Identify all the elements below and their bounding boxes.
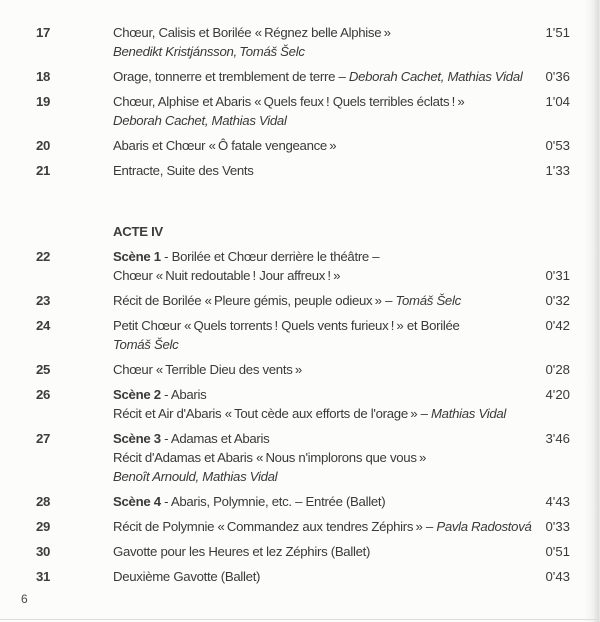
track-title-line: Récit de Borilée « Pleure gémis, peuple odieux » – Tomáš Šelc <box>113 293 461 308</box>
track-number: 22 <box>36 249 51 264</box>
track-number: 30 <box>36 544 51 559</box>
track-title-line: Abaris et Chœur « Ô fatale vengeance » <box>113 138 337 153</box>
track-row <box>0 492 600 511</box>
page-number: 6 <box>21 592 28 606</box>
track-number: 25 <box>36 362 51 377</box>
track-title <box>113 92 526 130</box>
track-title-line: Scène 4 - Abaris, Polymnie, etc. – Entrée (Ballet) <box>113 494 386 509</box>
track-title <box>113 161 526 180</box>
track-title-line: Orage, tonnerre et tremblement de terre – Deborah Cachet, Mathias Vidal <box>113 69 523 84</box>
track-duration: 0'33 <box>545 519 570 534</box>
track-duration: 0'28 <box>545 362 570 377</box>
track-title-line: Récit et Air d'Abaris « Tout cède aux efforts de l'orage » – Mathias Vidal <box>113 406 507 421</box>
track-duration: 0'42 <box>545 318 570 333</box>
track-duration: 0'51 <box>545 544 570 559</box>
track-title-line: Chœur, Calisis et Borilée « Régnez belle Alphise » <box>113 25 391 40</box>
track-title-line: Deuxième Gavotte (Ballet) <box>113 569 261 584</box>
track-title-line: Chœur « Nuit redoutable ! Jour affreux ! » <box>113 268 341 283</box>
track-row <box>0 136 600 155</box>
track-row <box>0 92 600 130</box>
track-title <box>113 23 526 61</box>
track-number: 28 <box>36 494 51 509</box>
track-row <box>0 542 600 561</box>
track-title-line: Benoît Arnould, Mathias Vidal <box>113 469 278 484</box>
track-row <box>0 429 600 486</box>
track-row <box>0 161 600 180</box>
track-number: 24 <box>36 318 51 333</box>
act-header: ACTE IV <box>113 224 163 239</box>
track-number: 17 <box>36 25 51 40</box>
track-title <box>113 247 526 285</box>
track-number: 18 <box>36 69 51 84</box>
track-duration: 3'46 <box>545 431 570 446</box>
track-duration: 4'43 <box>545 494 570 509</box>
track-row <box>0 247 600 285</box>
track-title <box>113 429 526 486</box>
track-title-line: Tomáš Šelc <box>113 337 179 352</box>
track-title-line: Petit Chœur « Quels torrents ! Quels vents furieux ! » et Borilée <box>113 318 460 333</box>
track-number: 23 <box>36 293 51 308</box>
track-title <box>113 492 526 511</box>
track-title-line: Récit d'Adamas et Abaris « Nous n'implorons que vous » <box>113 450 426 465</box>
track-title <box>113 567 526 586</box>
track-title <box>113 517 532 536</box>
track-title <box>113 136 526 155</box>
track-number: 20 <box>36 138 51 153</box>
track-row <box>0 316 600 354</box>
track-duration: 0'31 <box>545 268 570 283</box>
track-number: 29 <box>36 519 51 534</box>
track-row <box>0 517 600 536</box>
track-title-line: Benedikt Kristjánsson, Tomáš Šelc <box>113 44 305 59</box>
track-title-line: Chœur « Terrible Dieu des vents » <box>113 362 302 377</box>
track-duration: 1'51 <box>545 25 570 40</box>
track-title <box>113 67 526 86</box>
track-title-line: Récit de Polymnie « Commandez aux tendres Zéphirs » – Pavla Radostová <box>113 519 532 534</box>
track-number: 27 <box>36 431 51 446</box>
track-duration: 1'33 <box>545 163 570 178</box>
track-row <box>0 360 600 379</box>
track-title <box>113 542 526 561</box>
page-bottom-edge <box>0 619 600 620</box>
track-title <box>113 385 526 423</box>
track-number: 26 <box>36 387 51 402</box>
track-title-line: Scène 1 - Borilée et Chœur derrière le théâtre – <box>113 249 380 264</box>
track-number: 19 <box>36 94 51 109</box>
track-row <box>0 291 600 310</box>
track-title <box>113 291 526 310</box>
track-duration: 4'20 <box>545 387 570 402</box>
track-title-line: Deborah Cachet, Mathias Vidal <box>113 113 287 128</box>
track-row <box>0 567 600 586</box>
track-duration: 0'43 <box>545 569 570 584</box>
track-title-line: Scène 2 - Abaris <box>113 387 207 402</box>
track-duration: 0'32 <box>545 293 570 308</box>
track-number: 31 <box>36 569 51 584</box>
track-title-line: Chœur, Alphise et Abaris « Quels feux ! Quels terribles éclats ! » <box>113 94 465 109</box>
track-title <box>113 360 526 379</box>
track-row <box>0 23 600 61</box>
track-number: 21 <box>36 163 51 178</box>
track-row <box>0 385 600 423</box>
track-title <box>113 316 526 354</box>
track-title-line: Entracte, Suite des Vents <box>113 163 254 178</box>
track-row <box>0 67 600 86</box>
track-duration: 1'04 <box>545 94 570 109</box>
track-title-line: Gavotte pour les Heures et lez Zéphirs (Ballet) <box>113 544 371 559</box>
track-duration: 0'36 <box>545 69 570 84</box>
track-duration: 0'53 <box>545 138 570 153</box>
track-title-line: Scène 3 - Adamas et Abaris <box>113 431 270 446</box>
